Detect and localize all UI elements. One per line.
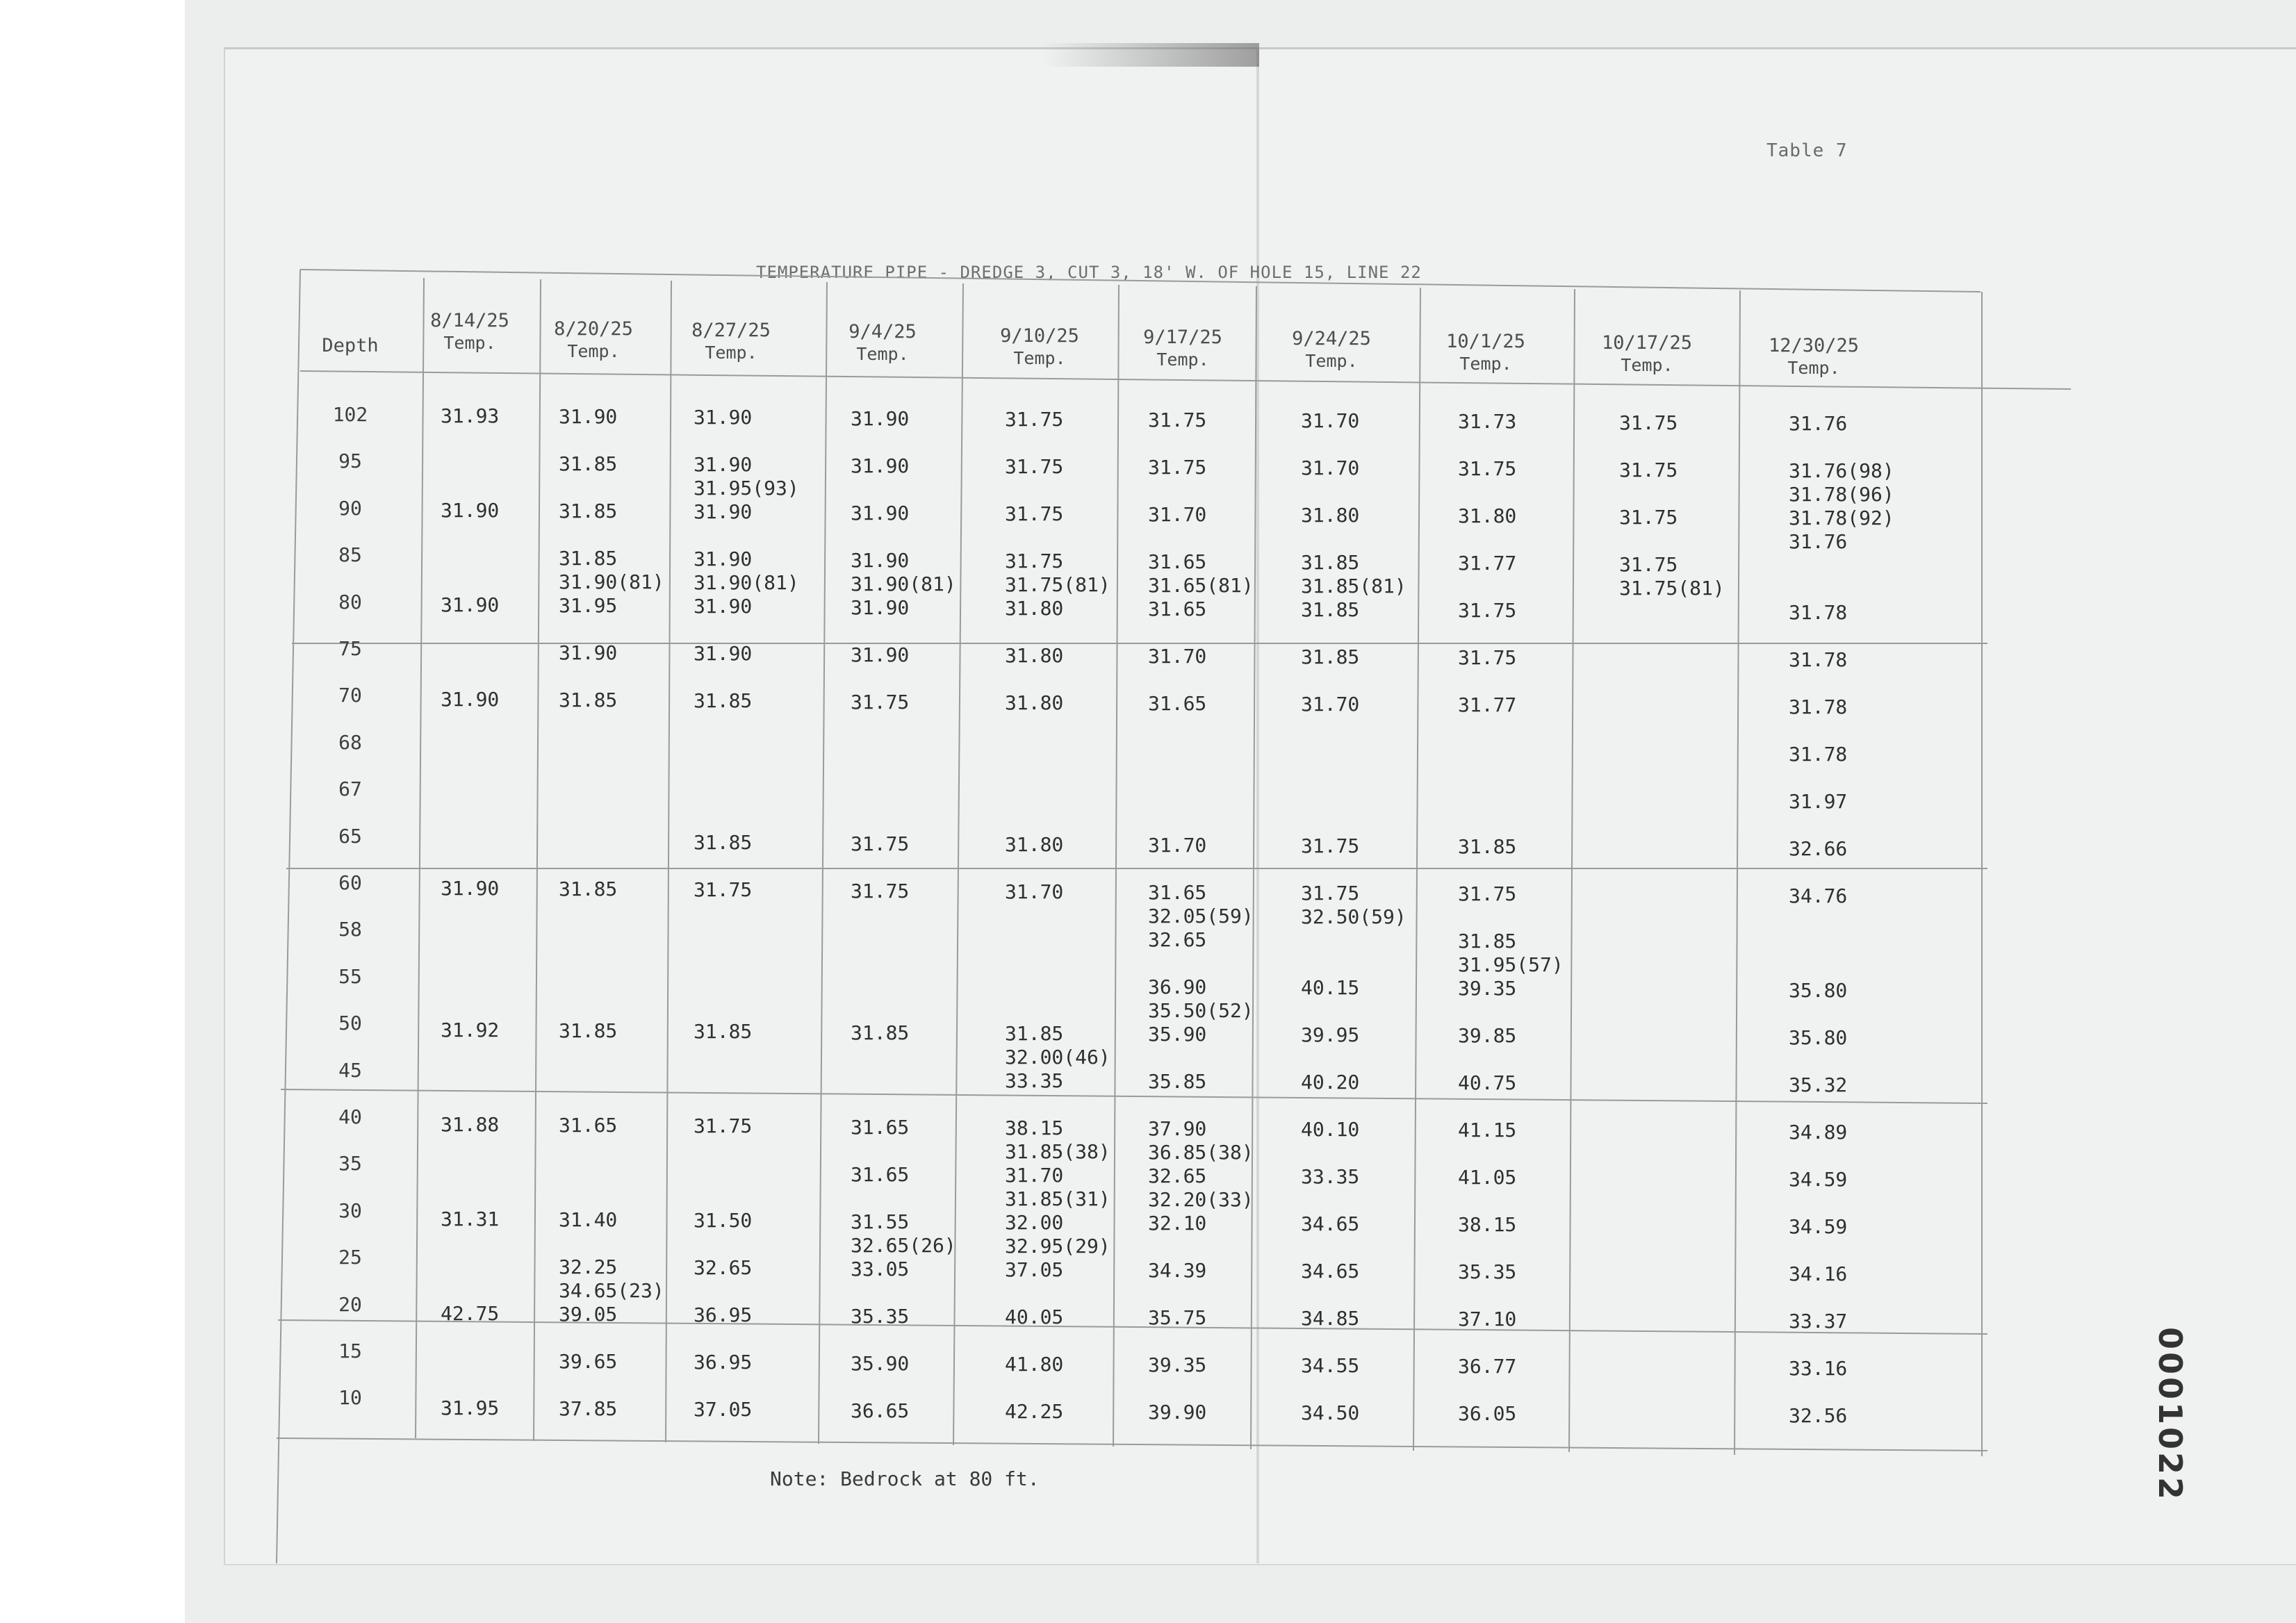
temperature-value: 39.05 bbox=[559, 1303, 618, 1326]
depth-label: 40 bbox=[338, 1105, 362, 1128]
temperature-value: 34.65(23) bbox=[559, 1279, 664, 1303]
temperature-value: 39.65 bbox=[559, 1350, 618, 1374]
temperature-value: 34.76 bbox=[1789, 884, 1848, 907]
temperature-value: 34.59 bbox=[1789, 1214, 1848, 1238]
column-header bbox=[430, 310, 509, 354]
temperature-value: 41.15 bbox=[1458, 1119, 1517, 1142]
temperature-value: 33.16 bbox=[1789, 1356, 1848, 1380]
temperature-value: 36.85(38) bbox=[1148, 1141, 1254, 1164]
temperature-value: 34.55 bbox=[1301, 1354, 1360, 1378]
temperature-value: 31.75 bbox=[1619, 411, 1678, 434]
temperature-value: 34.89 bbox=[1789, 1120, 1848, 1144]
temperature-value: 31.88 bbox=[441, 1113, 500, 1136]
temperature-value: 31.75 bbox=[1005, 549, 1064, 572]
temperature-value: 33.35 bbox=[1301, 1165, 1360, 1189]
temperature-value: 31.78 bbox=[1789, 600, 1848, 624]
temperature-value: 37.90 bbox=[1148, 1117, 1207, 1140]
temperature-value: 36.05 bbox=[1458, 1402, 1517, 1426]
temperature-value: 31.80 bbox=[1005, 596, 1064, 620]
temperature-value: 31.75 bbox=[694, 878, 753, 902]
temperature-value: 31.85 bbox=[559, 689, 618, 712]
temperature-value: 31.85(31) bbox=[1005, 1187, 1110, 1210]
temperature-value: 31.95(93) bbox=[694, 477, 799, 500]
temperature-value: 34.50 bbox=[1301, 1401, 1360, 1425]
temperature-value: 32.00 bbox=[1005, 1210, 1064, 1234]
depth-label: 35 bbox=[338, 1152, 362, 1176]
temperature-value: 38.15 bbox=[1458, 1213, 1517, 1237]
temperature-value: 31.70 bbox=[1301, 456, 1360, 480]
bedrock-note: Note: Bedrock at 80 ft. bbox=[770, 1467, 1040, 1490]
column-unit: Temp. bbox=[567, 341, 620, 361]
temperature-value: 35.85 bbox=[1148, 1070, 1207, 1093]
column-date: 8/27/25 bbox=[691, 320, 771, 341]
temperature-value: 37.05 bbox=[1005, 1258, 1064, 1281]
temperature-value: 31.92 bbox=[441, 1019, 500, 1041]
temperature-value: 31.90(81) bbox=[694, 571, 799, 595]
temperature-value: 31.80 bbox=[1301, 504, 1360, 527]
column-date: 9/24/25 bbox=[1292, 328, 1371, 349]
temperature-value: 40.10 bbox=[1301, 1118, 1360, 1142]
column-header bbox=[1769, 335, 1859, 379]
depth-label: 30 bbox=[338, 1198, 362, 1222]
temperature-value: 32.65(26) bbox=[851, 1233, 956, 1257]
temperature-value: 31.75 bbox=[694, 1114, 753, 1138]
column-unit: Temp. bbox=[1787, 358, 1840, 378]
temperature-value: 31.90 bbox=[851, 406, 910, 430]
temperature-value: 31.80 bbox=[1005, 691, 1064, 714]
temperature-value: 32.05(59) bbox=[1148, 905, 1254, 928]
temperature-value: 31.65 bbox=[851, 1162, 910, 1186]
temperature-value: 41.05 bbox=[1458, 1166, 1517, 1189]
temperature-value: 31.65 bbox=[559, 1114, 618, 1137]
temperature-value: 32.65 bbox=[1148, 1164, 1207, 1187]
table-number: Table 7 bbox=[1766, 140, 1848, 161]
column-date: 8/14/25 bbox=[430, 310, 509, 331]
temperature-value: 31.65 bbox=[1148, 881, 1207, 904]
temperature-value: 31.70 bbox=[1005, 880, 1064, 903]
depth-label: 90 bbox=[338, 496, 362, 520]
temperature-value: 31.75 bbox=[1458, 457, 1517, 481]
temperature-value: 31.90 bbox=[694, 642, 753, 666]
temperature-value: 31.75 bbox=[1619, 552, 1678, 576]
temperature-value: 31.65 bbox=[1148, 550, 1207, 573]
temperature-value: 31.90 bbox=[441, 499, 500, 522]
temperature-value: 31.90 bbox=[694, 547, 753, 571]
temperature-value: 31.90 bbox=[694, 500, 753, 524]
column-date: 10/1/25 bbox=[1446, 331, 1525, 352]
temperature-value: 31.78 bbox=[1789, 648, 1848, 671]
temperature-value: 31.90 bbox=[441, 877, 500, 900]
temperature-value: 31.80 bbox=[1458, 504, 1517, 528]
temperature-value: 31.90 bbox=[851, 501, 910, 525]
temperature-value: 31.85 bbox=[1301, 598, 1360, 622]
temperature-value: 32.56 bbox=[1789, 1403, 1848, 1427]
temperature-value: 34.16 bbox=[1789, 1262, 1848, 1285]
temperature-value: 31.76(98) bbox=[1789, 459, 1894, 482]
temperature-value: 40.15 bbox=[1301, 976, 1360, 1000]
temperature-value: 31.70 bbox=[1148, 645, 1207, 668]
temperature-value: 31.75 bbox=[1619, 505, 1678, 529]
temperature-value: 33.35 bbox=[1005, 1069, 1064, 1092]
temperature-value: 31.90(81) bbox=[851, 572, 956, 595]
temperature-value: 31.90 bbox=[851, 454, 910, 477]
column-date: 10/17/25 bbox=[1601, 332, 1693, 354]
column-unit: Temp. bbox=[1459, 354, 1512, 374]
temperature-value: 32.00(46) bbox=[1005, 1045, 1110, 1069]
temperature-value: 32.65 bbox=[694, 1256, 753, 1280]
temperature-value: 32.95(29) bbox=[1005, 1234, 1110, 1258]
temperature-value: 31.70 bbox=[1301, 693, 1360, 716]
temperature-value: 31.75 bbox=[1458, 882, 1517, 906]
temperature-value: 32.66 bbox=[1789, 837, 1848, 860]
temperature-value: 36.95 bbox=[694, 1351, 753, 1374]
column-date: 8/20/25 bbox=[554, 318, 633, 340]
temperature-value: 31.75 bbox=[1619, 458, 1678, 481]
temperature-value: 31.85 bbox=[1301, 645, 1360, 669]
depth-label: 67 bbox=[338, 777, 362, 801]
temperature-value: 31.70 bbox=[1148, 834, 1207, 857]
temperature-value: 39.85 bbox=[1458, 1024, 1517, 1048]
fold-shadow bbox=[1042, 43, 1259, 67]
temperature-value: 31.65 bbox=[1148, 598, 1207, 620]
temperature-value: 31.76 bbox=[1789, 529, 1848, 553]
temperature-value: 34.39 bbox=[1148, 1259, 1207, 1282]
temperature-value: 31.85(38) bbox=[1005, 1139, 1110, 1163]
temperature-value: 31.85 bbox=[694, 831, 753, 855]
column-unit: Temp. bbox=[1013, 348, 1066, 368]
temperature-value: 31.75 bbox=[1458, 646, 1517, 670]
temperature-value: 31.73 bbox=[1458, 410, 1517, 434]
temperature-value: 31.85 bbox=[559, 500, 618, 523]
temperature-value: 39.95 bbox=[1301, 1023, 1360, 1047]
temperature-value: 35.75 bbox=[1148, 1306, 1207, 1329]
temperature-value: 31.75 bbox=[851, 879, 910, 903]
temperature-value: 31.93 bbox=[441, 404, 500, 427]
temperature-value: 32.50(59) bbox=[1301, 905, 1407, 929]
depth-label: 15 bbox=[338, 1340, 362, 1362]
depth-column-header: Depth bbox=[322, 335, 379, 356]
temperature-value: 31.85(81) bbox=[1301, 575, 1407, 598]
temperature-value: 31.85 bbox=[1301, 551, 1360, 575]
temperature-value: 31.75 bbox=[1301, 834, 1360, 858]
temperature-value: 36.77 bbox=[1458, 1355, 1517, 1378]
column-header bbox=[1292, 328, 1371, 372]
depth-label: 80 bbox=[338, 590, 362, 613]
temperature-value: 31.85 bbox=[559, 1019, 618, 1043]
temperature-value: 31.75 bbox=[1458, 599, 1517, 623]
temperature-value: 35.80 bbox=[1789, 1025, 1848, 1049]
temperature-value: 40.20 bbox=[1301, 1071, 1360, 1094]
temperature-value: 31.85 bbox=[559, 878, 618, 901]
temperature-value: 31.65 bbox=[851, 1115, 910, 1139]
temperature-value: 37.05 bbox=[694, 1398, 753, 1422]
temperature-value: 35.90 bbox=[851, 1351, 910, 1375]
temperature-value: 31.90 bbox=[559, 405, 618, 429]
temperature-value: 31.75 bbox=[851, 832, 910, 855]
temperature-value: 42.25 bbox=[1005, 1399, 1064, 1423]
depth-label: 55 bbox=[338, 964, 362, 988]
temperature-value: 41.80 bbox=[1005, 1352, 1064, 1376]
temperature-value: 31.90 bbox=[694, 453, 753, 477]
temperature-value: 36.90 bbox=[1148, 975, 1207, 998]
depth-label: 68 bbox=[338, 730, 362, 754]
temperature-value: 36.65 bbox=[851, 1399, 910, 1422]
temperature-value: 34.85 bbox=[1301, 1307, 1360, 1330]
depth-label: 50 bbox=[338, 1012, 362, 1035]
temperature-value: 37.10 bbox=[1458, 1308, 1517, 1331]
temperature-value: 31.75 bbox=[1301, 882, 1360, 905]
column-unit: Temp. bbox=[1156, 349, 1209, 370]
temperature-value: 31.85 bbox=[1005, 1021, 1064, 1045]
temperature-value: 31.97 bbox=[1789, 789, 1848, 813]
temperature-value: 42.75 bbox=[441, 1302, 500, 1325]
column-unit: Temp. bbox=[856, 344, 909, 364]
depth-label: 20 bbox=[338, 1292, 362, 1316]
depth-label: 95 bbox=[338, 450, 362, 473]
temperature-value: 31.90 bbox=[694, 406, 753, 429]
temperature-value: 32.65 bbox=[1148, 928, 1207, 951]
temperature-value: 39.35 bbox=[1148, 1353, 1207, 1376]
temperature-value: 35.80 bbox=[1789, 978, 1848, 1002]
temperature-value: 32.25 bbox=[559, 1255, 618, 1279]
temperature-value: 31.90 bbox=[851, 595, 910, 619]
temperature-value: 31.55 bbox=[851, 1210, 910, 1233]
temperature-value: 37.85 bbox=[559, 1397, 618, 1421]
temperature-value: 35.35 bbox=[1458, 1260, 1517, 1284]
temperature-value: 31.90 bbox=[441, 593, 500, 616]
temperature-value: 31.85 bbox=[1458, 930, 1517, 953]
temperature-value: 31.75 bbox=[1005, 454, 1064, 478]
depth-label: 102 bbox=[332, 403, 368, 426]
temperature-value: 32.10 bbox=[1148, 1212, 1207, 1235]
depth-label: 60 bbox=[338, 871, 362, 894]
temperature-value: 31.70 bbox=[1005, 1163, 1064, 1187]
temperature-value: 33.37 bbox=[1789, 1309, 1848, 1333]
temperature-value: 38.15 bbox=[1005, 1116, 1064, 1139]
temperature-value: 31.75(81) bbox=[1005, 572, 1110, 596]
table-title: TEMPERATURE PIPE - DREDGE 3, CUT 3, 18' W. OF HOLE 15, LINE 22 bbox=[756, 263, 1422, 282]
column-unit: Temp. bbox=[705, 343, 757, 363]
depth-label: 45 bbox=[338, 1058, 362, 1082]
depth-label: 85 bbox=[338, 543, 362, 567]
temperature-value: 34.59 bbox=[1789, 1167, 1848, 1191]
temperature-value: 32.20(33) bbox=[1148, 1188, 1254, 1211]
temperature-value: 31.70 bbox=[1148, 503, 1207, 526]
temperature-value: 31.75 bbox=[1148, 409, 1207, 431]
temperature-value: 31.75 bbox=[1005, 407, 1064, 431]
column-date: 9/17/25 bbox=[1143, 327, 1222, 348]
temperature-value: 31.65(81) bbox=[1148, 574, 1254, 597]
temperature-value: 31.85 bbox=[694, 1020, 753, 1044]
column-header bbox=[1602, 332, 1692, 377]
temperature-value: 31.78(92) bbox=[1789, 506, 1894, 529]
temperature-value: 31.77 bbox=[1458, 693, 1517, 717]
temperature-value: 31.95 bbox=[441, 1397, 500, 1419]
temperature-value: 31.90 bbox=[851, 643, 910, 666]
temperature-value: 31.85 bbox=[559, 452, 618, 476]
temperature-value: 34.65 bbox=[1301, 1212, 1360, 1236]
column-header bbox=[554, 318, 633, 363]
temperature-value: 31.85 bbox=[559, 547, 618, 570]
temperature-value: 34.65 bbox=[1301, 1260, 1360, 1283]
depth-label: 70 bbox=[338, 684, 362, 707]
temperature-value: 31.65 bbox=[1148, 692, 1207, 715]
temperature-value: 35.50(52) bbox=[1148, 999, 1254, 1022]
temperature-value: 31.75(81) bbox=[1619, 576, 1725, 600]
temperature-value: 35.90 bbox=[1148, 1023, 1207, 1046]
column-header bbox=[1446, 331, 1525, 375]
temperature-value: 31.95 bbox=[559, 594, 618, 618]
temperature-value: 31.85 bbox=[851, 1021, 910, 1044]
document-stamp-number: 0001022 bbox=[2151, 1327, 2189, 1503]
temperature-value: 31.80 bbox=[1005, 832, 1064, 856]
column-date: 9/4/25 bbox=[848, 321, 917, 343]
temperature-value: 31.75 bbox=[1148, 456, 1207, 479]
column-unit: Temp. bbox=[443, 333, 496, 353]
temperature-value: 33.05 bbox=[851, 1257, 910, 1280]
temperature-value: 31.75 bbox=[1005, 502, 1064, 525]
column-header bbox=[691, 320, 771, 364]
depth-label: 25 bbox=[338, 1246, 362, 1269]
temperature-value: 31.76 bbox=[1789, 411, 1848, 435]
temperature-value: 31.90 bbox=[694, 595, 753, 618]
temperature-value: 31.70 bbox=[1301, 409, 1360, 433]
temperature-value: 31.75 bbox=[851, 690, 910, 714]
temperature-value: 40.05 bbox=[1005, 1305, 1064, 1328]
temperature-value: 31.85 bbox=[694, 689, 753, 713]
depth-label: 58 bbox=[338, 918, 362, 941]
temperature-value: 31.85 bbox=[1458, 835, 1517, 859]
column-header bbox=[1000, 325, 1079, 370]
depth-label: 10 bbox=[338, 1386, 362, 1410]
temperature-value: 31.78 bbox=[1789, 742, 1848, 766]
temperature-value: 31.90 bbox=[559, 641, 618, 665]
column-unit: Temp. bbox=[1621, 355, 1673, 375]
column-header bbox=[848, 321, 917, 365]
temperature-value: 31.78(96) bbox=[1789, 482, 1894, 506]
temperature-value: 31.90(81) bbox=[559, 570, 664, 594]
temperature-value: 35.32 bbox=[1789, 1073, 1848, 1096]
temperature-value: 31.31 bbox=[441, 1208, 500, 1230]
temperature-value: 31.95(57) bbox=[1458, 953, 1564, 977]
temperature-value: 31.50 bbox=[694, 1209, 753, 1233]
column-header bbox=[1143, 327, 1222, 371]
temperature-value: 31.78 bbox=[1789, 695, 1848, 718]
depth-label: 75 bbox=[338, 637, 362, 660]
column-date: 12/30/25 bbox=[1768, 335, 1860, 356]
column-date: 9/10/25 bbox=[1000, 325, 1079, 347]
temperature-value: 31.90 bbox=[851, 548, 910, 572]
temperature-value: 31.80 bbox=[1005, 643, 1064, 667]
temperature-value: 31.90 bbox=[441, 688, 500, 711]
temperature-value: 36.95 bbox=[694, 1303, 753, 1327]
temperature-value: 40.75 bbox=[1458, 1071, 1517, 1095]
temperature-value: 35.35 bbox=[851, 1304, 910, 1328]
temperature-value: 31.40 bbox=[559, 1208, 618, 1232]
column-unit: Temp. bbox=[1305, 351, 1358, 371]
temperature-value: 31.77 bbox=[1458, 552, 1517, 575]
depth-label: 65 bbox=[338, 824, 362, 848]
temperature-value: 39.35 bbox=[1458, 977, 1517, 1000]
temperature-value: 39.90 bbox=[1148, 1401, 1207, 1424]
